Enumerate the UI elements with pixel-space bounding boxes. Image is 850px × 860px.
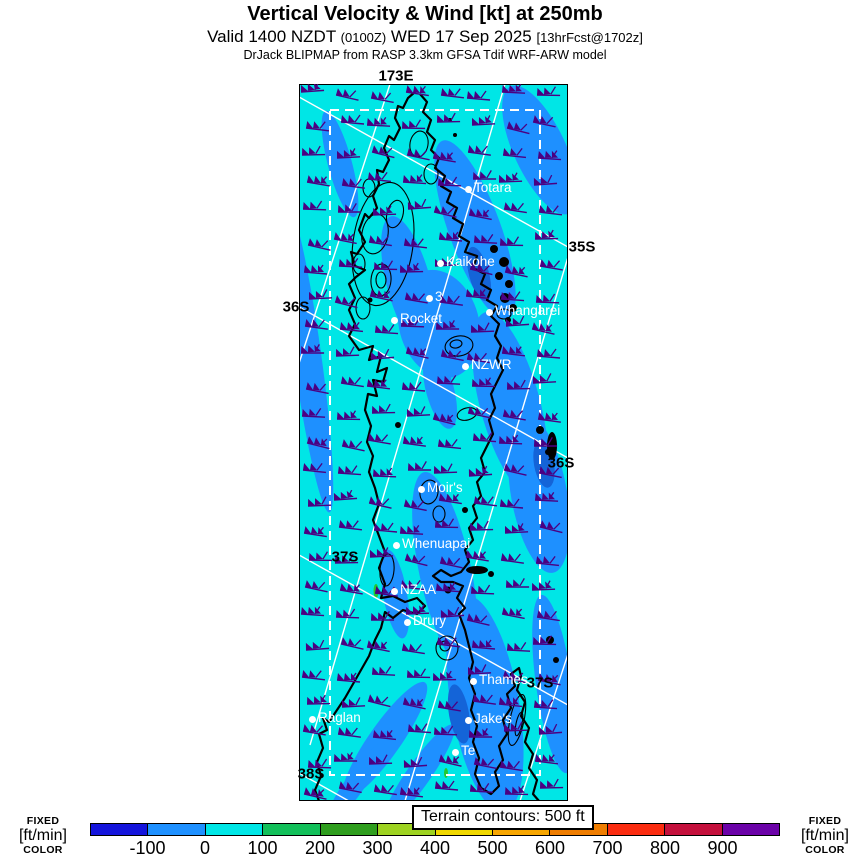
colorbar-segment — [665, 824, 722, 835]
site-label: Drury — [413, 613, 446, 628]
colorbar-segment — [608, 824, 665, 835]
colorbar-tick: 400 — [419, 838, 451, 858]
forecast-map[interactable] — [299, 84, 568, 801]
site-dot — [418, 486, 425, 493]
site-label: Moir's — [427, 480, 463, 495]
fixed-label: FIXED — [26, 815, 60, 827]
colorbar-tick: 100 — [247, 838, 278, 858]
colorbar-tick: -100 — [129, 838, 166, 858]
site-label: Te — [461, 743, 476, 758]
colorbar-tick: 600 — [534, 838, 566, 858]
valid-line — [0, 27, 850, 47]
site-dot — [426, 295, 433, 302]
site-label: 3 — [435, 289, 443, 304]
map-canvas — [299, 84, 568, 801]
terrain-note: Terrain contours: 500 ft — [412, 805, 594, 830]
colorbar-tick: 900 — [707, 838, 738, 858]
fixed-label: FIXED — [808, 815, 842, 827]
colorbar-segment — [91, 824, 148, 835]
site-label: Totara — [474, 180, 512, 195]
site-dot — [393, 542, 400, 549]
colorbar-tick: 300 — [362, 838, 393, 858]
page-title: Vertical Velocity & Wind [kt] at 250mb — [247, 3, 603, 25]
latlon-label-38s: 38S — [297, 765, 325, 783]
site-label: Raglan — [318, 710, 361, 725]
latlon-label-36s: 36S — [282, 298, 310, 316]
colorbar-segment — [263, 824, 320, 835]
site-dot — [391, 317, 398, 324]
latlon-label-173e: 173E — [378, 67, 414, 85]
site-label: Thames — [479, 672, 528, 687]
valid-fcst: [13hrFcst@1702z] — [536, 30, 643, 45]
unit-label: [ft/min] — [18, 826, 67, 844]
colorbar-tick: 500 — [477, 838, 508, 858]
color-label: COLOR — [23, 843, 63, 856]
site-dot — [404, 619, 411, 626]
site-label: Jake's — [474, 711, 512, 726]
site-dot — [462, 363, 469, 370]
colorbar-tick: 200 — [304, 838, 336, 858]
valid-utc: (0100Z) — [340, 30, 387, 45]
site-dot — [486, 309, 493, 316]
latlon-label-35s: 35S — [568, 238, 596, 256]
colorbar-tick: 0 — [199, 838, 211, 858]
site-label: NZWR — [471, 357, 512, 372]
site-label: Kaikohe — [446, 254, 495, 269]
model-line: DrJack BLIPMAP from RASP 3.3km GFSA Tdif WRF-ARW model — [243, 48, 607, 62]
site-label: Whenuapai — [402, 536, 471, 551]
site-dot — [465, 186, 472, 193]
colorbar-unit-left — [4, 816, 82, 855]
valid-date: WED 17 Sep 2025 — [390, 27, 532, 46]
colorbar-tick: 700 — [592, 838, 623, 858]
header — [0, 0, 850, 62]
site-dot — [452, 749, 459, 756]
colorbar-segment — [206, 824, 263, 835]
site-label: Whangarei — [495, 303, 561, 318]
colorbar-segment — [321, 824, 378, 835]
site-dot — [465, 717, 472, 724]
site-label: NZAA — [400, 582, 437, 597]
site-dot — [391, 588, 398, 595]
colorbar-segment — [723, 824, 779, 835]
colorbar-segment — [148, 824, 205, 835]
latlon-label-37s: 37S — [331, 548, 359, 566]
valid-prefix: Valid 1400 NZDT — [207, 27, 336, 46]
unit-label: [ft/min] — [800, 826, 849, 844]
site-label: Rocket — [400, 311, 443, 326]
colorbar-tick: 800 — [649, 838, 681, 858]
site-dot — [470, 678, 477, 685]
latlon-label-36s: 36S — [547, 454, 575, 472]
site-dot — [437, 260, 444, 267]
site-dot — [309, 716, 316, 723]
colorbar-unit-right — [786, 816, 850, 855]
latlon-label-37s: 37S — [526, 674, 554, 692]
color-label: COLOR — [805, 843, 845, 856]
